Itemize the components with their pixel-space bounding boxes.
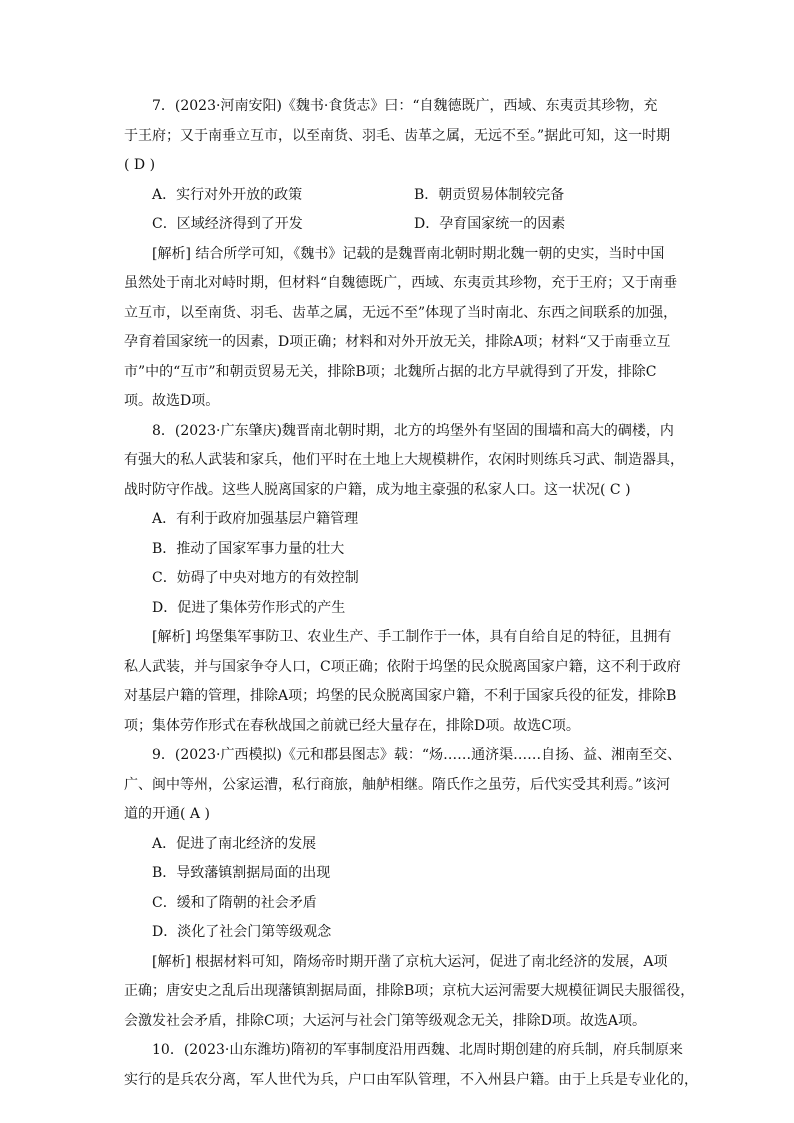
question-stem-line: 7．(2023·河南安阳)《魏书·食货志》曰：“自魏德既广，西域、东夷贡其珍物，充 <box>152 98 658 114</box>
analysis-label: [解析] <box>152 629 191 645</box>
question-9 <box>124 741 695 1036</box>
page-content <box>124 92 698 1095</box>
options-row <box>124 181 678 211</box>
option-d: D．促进了集体劳作形式的产生 <box>152 599 346 616</box>
analysis-line: 虽然处于南北对峙时期，但材料“自魏德既广，西域、东夷贡其珍物，充于王府；又于南垂 <box>124 275 678 291</box>
question-stem-line: 有强大的私人武装和家兵，他们平时在土地上大规模耕作，农闲时则练兵习武、制造器具， <box>124 452 684 468</box>
question-stem-line: 道的开通( A ) <box>124 806 210 822</box>
analysis-line: 项。故选D项。 <box>124 393 220 409</box>
question-stem-line: 8．(2023·广东肇庆)魏晋南北朝时期，北方的坞堡外有坚固的围墙和高大的碉楼，内 <box>152 422 674 439</box>
option-b: B．朝贡贸易体制较完备 <box>414 186 565 203</box>
analysis-label: [解析] <box>152 245 191 262</box>
option-b: B．推动了国家军事力量的壮大 <box>152 540 345 557</box>
analysis-line: 项；集体劳作形式在春秋战国之前就已经大量存在，排除D项。故选C项。 <box>124 717 580 734</box>
option-c: C．区域经济得到了开发 <box>152 216 303 232</box>
question-10 <box>124 1036 698 1095</box>
options-row <box>124 210 678 240</box>
option-a: A．有利于政府加强基层户籍管理 <box>152 511 359 527</box>
option-c: C．缓和了隋朝的社会矛盾 <box>152 894 317 911</box>
analysis-line: 正确；唐安史之乱后出现藩镇割据局面，排除B项；京杭大运河需要大规模征调民夫服徭役， <box>124 983 695 999</box>
analysis-line: 会激发社会矛盾，排除C项；大运河与社会门第等级观念无关，排除D项。故选A项。 <box>124 1012 647 1029</box>
question-answer: ( D ) <box>124 157 156 173</box>
option-a: A．促进了南北经济的发展 <box>152 835 317 852</box>
option-b: B．导致藩镇割据局面的出现 <box>152 865 331 881</box>
analysis-line: 立互市，以至南货、羽毛、齿革之属，无远不至”体现了当时南北、东西之间联系的加强， <box>124 304 678 321</box>
option-a: A．实行对外开放的政策 <box>152 186 303 203</box>
question-8 <box>124 417 684 742</box>
question-stem-line: 战时防守作战。这些人脱离国家的户籍，成为地主豪强的私家人口。这一状况( C ) <box>124 481 631 498</box>
analysis-line: 对基层户籍的管理，排除A项；坞堡的民众脱离国家户籍，不利于国家兵役的征发，排除B <box>124 688 677 704</box>
analysis-line: 私人武装，并与国家争夺人口，C项正确；依附于坞堡的民众脱离国家户籍，这不利于政府 <box>124 658 681 675</box>
analysis-line: [解析] 根据材料可知，隋炀帝时期开凿了京杭大运河，促进了南北经济的发展，A项 <box>152 953 668 970</box>
analysis-label: [解析] <box>152 953 191 970</box>
question-7 <box>124 92 678 417</box>
option-c: C．妨碍了中央对地方的有效控制 <box>152 570 359 586</box>
analysis-line: [解析] 坞堡集军事防卫、农业生产、手工制作于一体，具有自给自足的特征，且拥有 <box>152 629 672 645</box>
question-stem-line: 实行的是兵农分离，军人世代为兵，户口由军队管理，不入州县户籍。由于上兵是专业化的， <box>124 1071 698 1088</box>
question-stem-line: 于王府；又于南垂立互市，以至南货、羽毛、齿革之属，无远不至。”据此可知，这一时期 <box>124 127 671 144</box>
analysis-line: [解析] 结合所学可知，《魏书》记载的是魏晋南北朝时期北魏一朝的史实，当时中国 <box>152 245 665 262</box>
analysis-line: 孕育着国家统一的因素，D项正确；材料和对外开放无关，排除A项；材料“又于南垂立互 <box>124 334 671 350</box>
analysis-line: 市”中的“互市”和朝贡贸易无关，排除B项；北魏所占据的北方早就得到了开发，排除C <box>124 363 657 380</box>
option-d: D．孕育国家统一的因素 <box>414 216 566 232</box>
option-d: D．淡化了社会门第等级观念 <box>152 924 332 940</box>
question-stem-line: 广、闽中等州，公家运漕，私行商旅，舳舻相继。隋氏作之虽劳，后代实受其利焉。”该河 <box>124 776 671 793</box>
question-stem-line: 10．(2023·山东潍坊)隋初的军事制度沿用西魏、北周时期创建的府兵制，府兵制原来 <box>152 1042 683 1058</box>
question-stem-line: 9．(2023·广西模拟)《元和郡县图志》载：“炀……通济渠……自扬、益、湘南至交、 <box>152 747 682 763</box>
